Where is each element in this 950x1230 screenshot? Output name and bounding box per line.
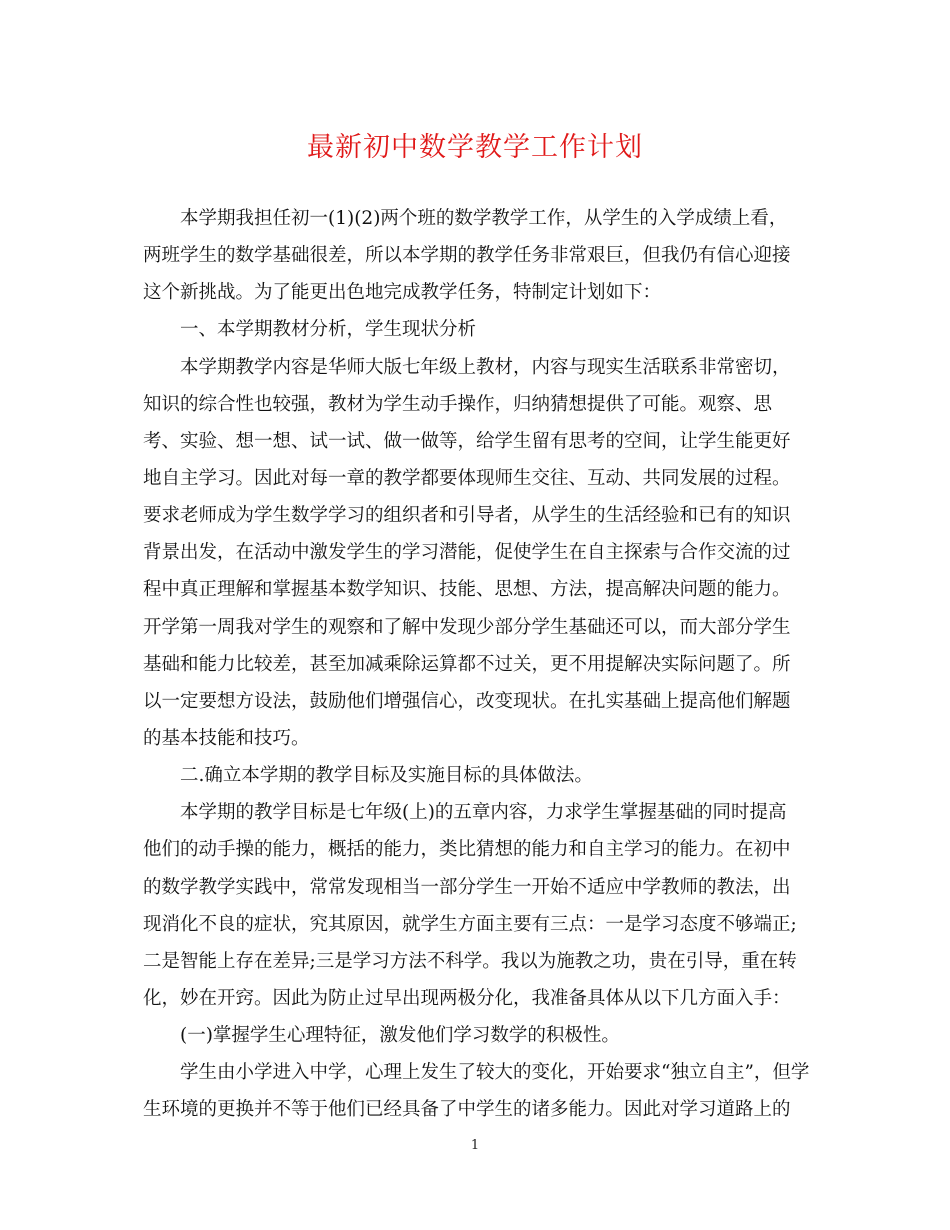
- page-number: 1: [470, 1138, 480, 1153]
- text-line: 要求老师成为学生数学学习的组织者和引导者，从学生的生活经验和已有的知识: [143, 505, 791, 527]
- text-line: 知识的综合性也较强，教材为学生动手操作，归纳猜想提供了可能。观察、思: [143, 393, 773, 415]
- text-line: 现消化不良的症状，究其原因，就学生方面主要有三点：一是学习态度不够端正;: [143, 913, 797, 935]
- section-heading: 二.确立本学期的教学目标及实施目标的具体做法。: [180, 765, 593, 787]
- text-line: 的数学教学实践中，常常发现相当一部分学生一开始不适应中学教师的教法，出: [143, 876, 791, 898]
- text-line: 这个新挑战。为了能更出色地完成教学任务，特制定计划如下：: [143, 282, 662, 304]
- text-line: 基础和能力比较差，甚至加减乘除运算都不过关，更不用提解决实际问题了。所: [143, 653, 791, 675]
- text-line: 他们的动手操的能力，概括的能力，类比猜想的能力和自主学习的能力。在初中: [143, 839, 791, 861]
- text-line: 程中真正理解和掌握基本数学知识、技能、思想、方法，提高解决问题的能力。: [143, 579, 791, 601]
- text-line: 考、实验、想一想、试一试、做一做等，给学生留有思考的空间，让学生能更好: [143, 430, 791, 452]
- text-line: 二是智能上存在差异;三是学习方法不科学。我以为施教之功，贵在引导，重在转: [143, 950, 797, 972]
- text-line: 以一定要想方设法，鼓励他们增强信心，改变现状。在扎实基础上提高他们解题: [143, 690, 791, 712]
- text-line: 本学期教学内容是华师大版七年级上教材，内容与现实生活联系非常密切，: [180, 356, 791, 378]
- text-line: 本学期我担任初一(1)(2)两个班的数学教学工作，从学生的入学成绩上看，: [180, 208, 788, 229]
- text-line: 开学第一周我对学生的观察和了解中发现少部分学生基础还可以，而大部分学生: [143, 616, 791, 638]
- text-line: 地自主学习。因此对每一章的教学都要体现师生交往、互动、共同发展的过程。: [143, 467, 791, 489]
- document-title: 最新初中数学教学工作计划: [307, 132, 643, 163]
- text-line: 生环境的更换并不等于他们已经具备了中学生的诸多能力。因此对学习道路上的: [143, 1099, 791, 1121]
- text-line: 背景出发，在活动中激发学生的学习潜能，促使学生在自主探索与合作交流的过: [143, 542, 791, 564]
- subsection-heading: (一)掌握学生心理特征，激发他们学习数学的积极性。: [180, 1025, 620, 1047]
- text-line: 学生由小学进入中学，心理上发生了较大的变化，开始要求“独立自主”，但学: [180, 1062, 810, 1084]
- text-line: 化，妙在开窍。因此为防止过早出现两极分化，我准备具体从以下几方面入手：: [143, 987, 791, 1009]
- document-body: [143, 200, 833, 1129]
- text-line: 的基本技能和技巧。: [143, 727, 310, 749]
- text-line: 两班学生的数学基础很差，所以本学期的教学任务非常艰巨，但我仍有信心迎接: [143, 245, 791, 267]
- section-heading: 一、本学期教材分析，学生现状分析: [180, 319, 477, 341]
- text-line: 本学期的教学目标是七年级(上)的五章内容，力求学生掌握基础的同时提高: [180, 802, 787, 824]
